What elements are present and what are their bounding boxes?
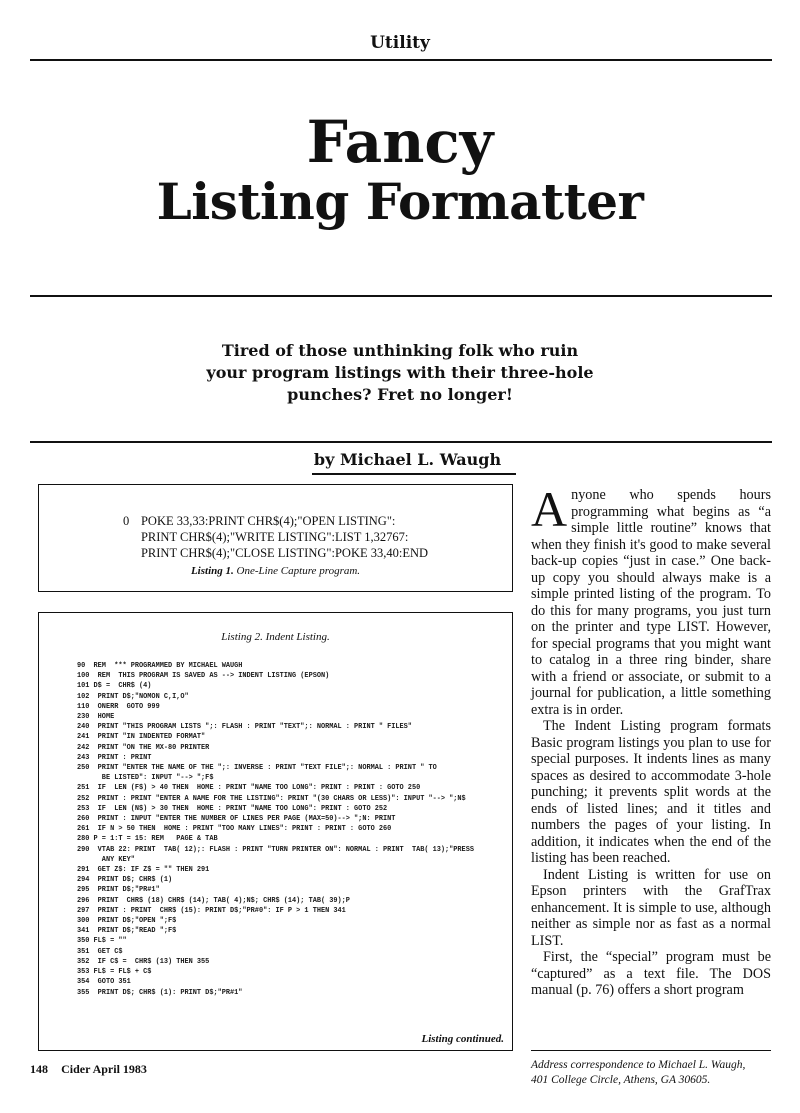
correspondence-address [531, 1058, 771, 1088]
code-line: 100 REM THIS PROGRAM IS SAVED AS --> INDENT LISTING (EPSON) [77, 672, 330, 681]
code-line: 350 FL$ = "" [77, 937, 127, 946]
code-line: 354 GOTO 351 [77, 978, 131, 987]
code-line: 261 IF N > 50 THEN HOME : PRINT "TOO MANY LINES": PRINT : PRINT : GOTO 260 [77, 825, 392, 834]
address-line: Address correspondence to Michael L. Waugh, [531, 1059, 746, 1071]
code-line: 243 PRINT : PRINT [77, 753, 152, 762]
code-line: 352 IF C$ = CHR$ (13) THEN 355 [77, 957, 210, 966]
code-line: 353 FL$ = FL$ + C$ [77, 968, 152, 977]
code-line: 101 D$ = CHR$ (4) [77, 682, 152, 691]
section-label: Utility [370, 33, 430, 53]
code-line: 242 PRINT "ON THE MX-80 PRINTER [77, 743, 210, 752]
code-line: 297 PRINT : PRINT CHR$ (15): PRINT D$;"PR#0": IF P > 1 THEN 341 [77, 906, 346, 915]
listing-1-line: PRINT CHR$(4);"CLOSE LISTING":POKE 33,40:END [140, 546, 429, 560]
code-line: 241 PRINT "IN INDENTED FORMAT" [77, 733, 206, 742]
address-rule [531, 1050, 771, 1051]
page-footer [30, 1061, 147, 1077]
body-paragraph-1 [531, 481, 771, 718]
drop-cap: A [531, 481, 568, 537]
body-paragraph-3: Indent Listing is written for use on Epson printers with the GrafTrax enhancement. It is simple to use, although neither as simple nor as fast as a normal LIST. [531, 866, 771, 949]
byline-rule-bottom [312, 473, 516, 475]
code-line: 296 PRINT CHR$ (18) CHR$ (14); TAB( 4);N$; CHR$ (14); TAB( 39);P [77, 896, 350, 905]
code-line: 341 PRINT D$;"READ ";F$ [77, 927, 177, 936]
listing-continued: Listing continued. [421, 1033, 504, 1045]
byline-rule-top [30, 441, 772, 443]
code-line: 280 P = 1:T = 15: REM PAGE & TAB [77, 835, 218, 844]
page-number: 148 [30, 1062, 48, 1076]
issue-date: April 1983 [82, 1062, 137, 1076]
body-column [531, 481, 771, 999]
code-line: 110 ONERR GOTO 999 [77, 702, 160, 711]
listing-2-caption: Listing 2. Indent Listing. [221, 631, 330, 643]
code-line: 102 PRINT D$;"NOMON C,I,O" [77, 692, 189, 701]
code-line: ANY KEY" [77, 855, 135, 864]
code-line: 250 PRINT "ENTER THE NAME OF THE ";: INVERSE : PRINT "TEXT FILE";: NORMAL : PRINT " TO [77, 764, 437, 773]
header-rule [30, 59, 772, 61]
body-paragraph-4: First, the “special” program must be “captured” as a text file. The DOS manual (p. 76) offers a short program [531, 949, 771, 998]
code-line: 351 GET C$ [77, 947, 123, 956]
listing-1-line-number: 0 [122, 514, 130, 528]
listing-1-caption-text: One-Line Capture program. [236, 565, 361, 577]
code-line: 260 PRINT : INPUT "ENTER THE NUMBER OF LINES PER PAGE (MAX=50)--> ";N: PRINT [77, 815, 396, 824]
title-line-2: Listing Formatter [156, 172, 644, 231]
code-line: 294 PRINT D$; CHR$ (1) [77, 876, 173, 885]
listing-1-caption-label: Listing 1. [190, 565, 234, 577]
listing-1-code [39, 513, 512, 561]
code-line: 290 VTAB 22: PRINT TAB( 12);: FLASH : PRINT "TURN PRINTER ON": NORMAL : PRINT TAB( 13);"PRESS [77, 845, 474, 854]
subtitle: Tired of those unthinking folk who ruin your program listings with their three-hole punches? Fret no longer! [206, 341, 594, 404]
listing-2-code [77, 661, 497, 998]
listing-2-box [38, 612, 513, 1051]
apple-logo-icon [51, 1061, 61, 1076]
code-line: BE LISTED": INPUT "--> ";F$ [77, 774, 214, 783]
title-rule [30, 295, 772, 297]
code-line: 90 REM *** PROGRAMMED BY MICHAEL WAUGH [77, 662, 243, 670]
code-line: 252 PRINT : PRINT "ENTER A NAME FOR THE LISTING": PRINT "(30 CHARS OR LESS)": INPUT "--> ";N$ [77, 794, 466, 803]
code-line: 253 IF LEN (N$) > 30 THEN HOME : PRINT "NAME TOO LONG": PRINT : GOTO 252 [77, 804, 388, 813]
code-line: 300 PRINT D$;"OPEN ";F$ [77, 917, 177, 926]
code-line: 295 PRINT D$;"PR#1" [77, 886, 160, 895]
listing-1-line: PRINT CHR$(4);"WRITE LISTING":LIST 1,32767: [140, 530, 409, 544]
body-paragraph-1-text: nyone who spends hours programming what begins as “a simple little routine” knows that when they finish it's good to make several back-up copies “just in case.” One back-up copy you should always make is a simple printed listing of the program. To do this for many programs, you just turn on the printer and type LIST. However, for special programs that you might want to catalog in a three ring binder, share with a friend or associate, or submit to a journal for publication, a little something extra is in order. [531, 487, 771, 718]
address-line: 401 College Circle, Athens, GA 30605. [531, 1074, 711, 1086]
listing-1-box [38, 484, 513, 592]
code-line: 291 GET Z$: IF Z$ = "" THEN 291 [77, 866, 210, 875]
listing-1-line: POKE 33,33:PRINT CHR$(4);"OPEN LISTING": [140, 514, 396, 528]
body-paragraph-2: The Indent Listing program formats Basic program listings you plan to use for special purposes. It indents lines as many spaces as desired to accommodate 3-hole punching; it prevents split words at the ends of listed lines; and it titles and numbers the pages of your listing. In addition, it indicates when the end of the listing has been reached. [531, 718, 771, 866]
code-line: 240 PRINT "THIS PROGRAM LISTS ";: FLASH : PRINT "TEXT";: NORMAL : PRINT " FILES" [77, 723, 412, 732]
title-line-1: Fancy [306, 108, 494, 176]
code-line: 230 HOME [77, 713, 115, 722]
magazine-name: Cider [51, 1062, 81, 1076]
code-line: 251 IF LEN (F$) > 40 THEN HOME : PRINT "NAME TOO LONG": PRINT : PRINT : GOTO 250 [77, 784, 421, 793]
listing-1-caption [39, 565, 512, 577]
code-line: 355 PRINT D$; CHR$ (1): PRINT D$;"PR#1" [77, 988, 243, 997]
byline: by Michael L. Waugh [313, 450, 502, 469]
